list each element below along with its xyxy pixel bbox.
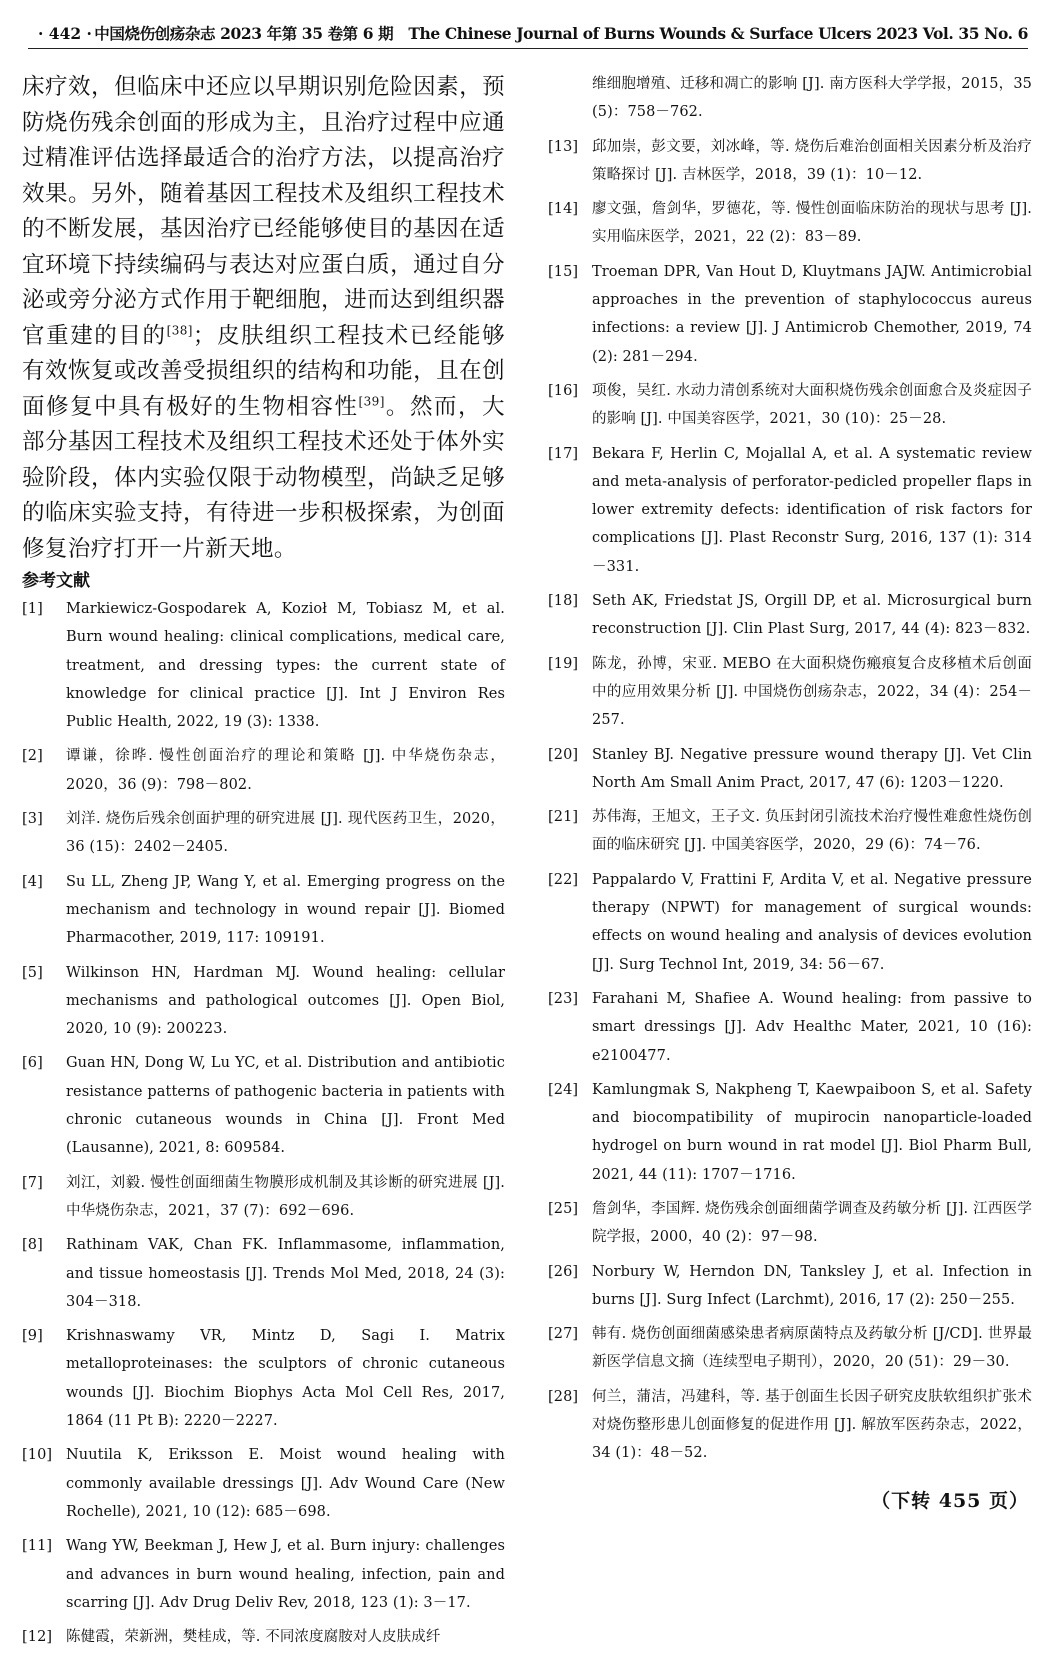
reference-text: 陈健霞，荣新洲，樊桂成，等. 不同浓度腐胺对人皮肤成纤 <box>66 1629 441 1646</box>
citation-38[interactable]: [38] <box>166 323 193 337</box>
continued-on-note: （下转 455 页） <box>871 1490 1029 1512</box>
reference-text: Stanley BJ. Negative pressure wound therapy [J]. Vet Clin North Am Small Anim Pract, 2017, 47 (6): 1203－1220. <box>592 746 1032 791</box>
reference-item <box>22 595 505 736</box>
body-text-part-1: 床疗效，但临床中还应以早期识别危险因素，预防烧伤残余创面的形成为主，且治疗过程中应通过精准评估选择最适合的治疗方法，以提高治疗效果。另外，随着基因工程技术及组织工程技术的不断发展，基因治疗已经能够使目的基因在适宜环境下持续编码与表达对应蛋白质，通过自分泌或旁分泌方式作用于靶细胞，进而达到组织器官重建的目的 <box>22 74 505 349</box>
reference-item <box>548 587 1032 644</box>
reference-number: [23] <box>548 990 579 1007</box>
reference-list-left <box>22 595 505 1651</box>
reference-text: 邱加崇，彭文要，刘冰峰，等. 烧伤后难治创面相关因素分析及治疗策略探讨 [J]. 吉林医学，2018，39 (1)：10－12. <box>592 138 1032 183</box>
reference-text: Rathinam VAK, Chan FK. Inflammasome, inflammation, and tissue homeostasis [J]. Trends Mol Med, 2018, 24 (3): 304－318. <box>66 1237 505 1310</box>
reference-number: [2] <box>22 748 43 765</box>
reference-text: 陈龙，孙博，宋亚. MEBO 在大面积烧伤瘢痕复合皮移植术后创面中的应用效果分析 [J]. 中国烧伤创疡杂志，2022，34 (4)：254－257. <box>592 655 1032 729</box>
page-header <box>28 18 1028 49</box>
reference-text: Krishnaswamy VR, Mintz D, Sagi I. Matrix metalloproteinases: the sculptors of chronic cutaneous wounds [J]. Biochim Biophys Acta Mol Cell Res, 2017, 1864 (11 Pt B): 2220－2227. <box>66 1328 505 1430</box>
reference-item <box>548 866 1032 979</box>
reference-item <box>548 1383 1032 1468</box>
reference-item <box>22 1231 505 1316</box>
reference-number: [13] <box>548 138 579 155</box>
citation-39[interactable]: [39] <box>358 394 385 408</box>
body-text-part-3: 。然而，大部分基因工程技术及组织工程技术还处于体外实验阶段，体内实验仅限于动物模型，尚缺乏足够的临床实验支持，有待进一步积极探索，为创面修复治疗打开一片新天地。 <box>22 393 505 562</box>
reference-item <box>22 1169 505 1226</box>
reference-text: 维细胞增殖、迁移和凋亡的影响 [J]. 南方医科大学学报，2015，35 (5)：758－762. <box>592 76 1032 121</box>
reference-text: Nuutila K, Eriksson E. Moist wound healing with commonly available dressings [J]. Adv Wound Care (New Rochelle), 2021, 10 (12): 685－698. <box>66 1447 505 1520</box>
reference-text: Seth AK, Friedstat JS, Orgill DP, et al. Microsurgical burn reconstruction [J]. Clin Plast Surg, 2017, 44 (4): 823－832. <box>592 593 1032 638</box>
reference-item <box>548 70 1032 127</box>
reference-item <box>548 440 1032 581</box>
reference-text: Markiewicz-Gospodarek A, Kozioł M, Tobiasz M, et al. Burn wound healing: clinical complications, medical care, treatment, and dressing types: the current state of knowledge for clinical practice [J]. Int J Environ Res Public Health, 2022, 19 (3): 1338. <box>66 601 505 731</box>
reference-item <box>548 258 1032 371</box>
reference-item <box>548 1320 1032 1377</box>
reference-item <box>22 959 505 1044</box>
reference-text: Wilkinson HN, Hardman MJ. Wound healing: cellular mechanisms and pathological outcomes [J]. Open Biol, 2020, 10 (9): 200223. <box>66 964 505 1038</box>
reference-text: 刘江，刘毅. 慢性创面细菌生物膜形成机制及其诊断的研究进展 [J]. 中华烧伤杂志，2021，37 (7)：692－696. <box>66 1174 505 1219</box>
reference-item <box>548 195 1032 252</box>
reference-number: [17] <box>548 445 579 462</box>
reference-number: [7] <box>22 1174 43 1191</box>
reference-number: [1] <box>22 601 43 617</box>
reference-text: Norbury W, Herndon DN, Tanksley J, et al. Infection in burns [J]. Surg Infect (Larchmt), 2016, 17 (2): 250－255. <box>592 1263 1032 1308</box>
reference-text: Farahani M, Shafiee A. Wound healing: from passive to smart dressings [J]. Adv Healthc Mater, 2021, 10 (16): e2100477. <box>592 990 1032 1064</box>
reference-number: [4] <box>22 873 43 890</box>
reference-item <box>22 805 505 862</box>
right-column <box>548 70 1032 1474</box>
reference-number: [15] <box>548 263 579 280</box>
reference-item <box>548 1076 1032 1189</box>
reference-number: [24] <box>548 1081 579 1098</box>
reference-text: 韩有. 烧伤创面细菌感染患者病原菌特点及药敏分析 [J/CD]. 世界最新医学信息文摘（连续型电子期刊），2020，20 (51)：29－30. <box>592 1326 1032 1371</box>
reference-number: [21] <box>548 809 579 826</box>
body-text-part-2: ；皮肤组织工程技术已经能够有效恢复或改善受损组织的结构和功能，且在创面修复中具有极好的生物相容性 <box>22 322 505 420</box>
reference-item <box>548 650 1032 735</box>
references-heading: 参考文献 <box>22 571 90 591</box>
reference-item <box>548 1258 1032 1315</box>
left-column <box>22 70 505 1657</box>
reference-number: [19] <box>548 655 579 672</box>
reference-item <box>22 868 505 953</box>
reference-number: [26] <box>548 1263 579 1280</box>
reference-item <box>548 1195 1032 1252</box>
reference-text: Su LL, Zheng JP, Wang Y, et al. Emerging progress on the mechanism and technology in wound repair [J]. Biomed Pharmacother, 2019, 117: 109191. <box>66 873 505 947</box>
reference-item <box>22 742 505 799</box>
reference-item <box>548 985 1032 1070</box>
reference-number: [27] <box>548 1326 579 1343</box>
reference-text: 项俊，吴红. 水动力清创系统对大面积烧伤残余创面愈合及炎症因子的影响 [J]. 中国美容医学，2021，30 (10)：25－28. <box>592 382 1032 428</box>
reference-item <box>22 1623 505 1651</box>
journal-running-title: 中国烧伤创疡杂志 2023 年第 35 卷第 6 期 The Chinese Journal of Burns Wounds & Surface Ulcers 2023 Vol. 35 No. 6 <box>94 24 1028 43</box>
reference-text: Guan HN, Dong W, Lu YC, et al. Distribution and antibiotic resistance patterns of pathogenic bacteria in patients with chronic cutaneous wounds in China [J]. Front Med (Lausanne), 2021, 8: 609584. <box>66 1055 505 1157</box>
reference-text: 何兰，蒲洁，冯建科，等. 基于创面生长因子研究皮肤软组织扩张术对烧伤整形患儿创面修复的促进作用 [J]. 解放军医药杂志，2022，34 (1)：48－52. <box>592 1388 1032 1462</box>
reference-number: [8] <box>22 1237 43 1254</box>
reference-text: Pappalardo V, Frattini F, Ardita V, et al. Negative pressure therapy (NPWT) for management of surgical wounds: effects on wound healing and analysis of devices evolution [J]. Surg Technol Int, 2019, 34: 56－67. <box>592 871 1032 973</box>
reference-number: [16] <box>548 382 579 399</box>
reference-text: Kamlungmak S, Nakpheng T, Kaewpaiboon S, et al. Safety and biocompatibility of mupirocin nanoparticle-loaded hydrogel on burn wound in rat model [J]. Biol Pharm Bull, 2021, 44 (11): 1707－1716. <box>592 1081 1032 1183</box>
reference-text: 苏伟海，王旭文，王子文. 负压封闭引流技术治疗慢性难愈性烧伤创面的临床研究 [J]. 中国美容医学，2020，29 (6)：74－76. <box>592 809 1032 854</box>
reference-number: [9] <box>22 1328 43 1345</box>
reference-number: [25] <box>548 1200 579 1217</box>
reference-text: 廖文强，詹剑华，罗德花，等. 慢性创面临床防治的现状与思考 [J]. 实用临床医学，2021，22 (2)：83－89. <box>592 201 1032 246</box>
reference-number: [14] <box>548 201 579 218</box>
reference-number: [28] <box>548 1388 579 1405</box>
reference-item <box>548 741 1032 798</box>
reference-number: [5] <box>22 964 43 981</box>
reference-number: [11] <box>22 1538 53 1555</box>
body-paragraph <box>22 70 505 567</box>
reference-number: [18] <box>548 593 579 610</box>
reference-number: [12] <box>22 1629 53 1646</box>
reference-text: Wang YW, Beekman J, Hew J, et al. Burn injury: challenges and advances in burn wound healing, infection, pain and scarring [J]. Adv Drug Deliv Rev, 2018, 123 (1): 3－17. <box>66 1538 505 1611</box>
reference-item <box>548 803 1032 860</box>
reference-item <box>22 1532 505 1617</box>
reference-number: [10] <box>22 1447 53 1464</box>
reference-item <box>22 1049 505 1162</box>
reference-item <box>548 133 1032 190</box>
reference-list-right <box>548 70 1032 1468</box>
reference-text: 刘洋. 烧伤后残余创面护理的研究进展 [J]. 现代医药卫生，2020，36 (15)：2402－2405. <box>66 811 505 856</box>
reference-item <box>548 377 1032 434</box>
reference-number: [20] <box>548 746 579 763</box>
reference-number: [3] <box>22 811 43 828</box>
reference-item <box>22 1322 505 1435</box>
reference-text: 谭谦，徐晔. 慢性创面治疗的理论和策略 [J]. 中华烧伤杂志，2020，36 (9)：798－802. <box>66 748 505 793</box>
reference-text: Bekara F, Herlin C, Mojallal A, et al. A systematic review and meta-analysis of perforator-pedicled propeller flaps in lower extremity defects: identification of risk factors for complications [J]. Plast Reconstr Surg, 2016, 137 (1): 314－331. <box>592 445 1032 575</box>
reference-text: Troeman DPR, Van Hout D, Kluytmans JAJW. Antimicrobial approaches in the prevention of staphylococcus aureus infections: a review [J]. J Antimicrob Chemother, 2019, 74 (2): 281－294. <box>592 263 1032 365</box>
page-number: · 442 · <box>38 24 92 43</box>
reference-number: [6] <box>22 1055 43 1072</box>
reference-text: 詹剑华，李国辉. 烧伤残余创面细菌学调查及药敏分析 [J]. 江西医学院学报，2000，40 (2)：97－98. <box>592 1200 1032 1246</box>
reference-number: [22] <box>548 871 579 888</box>
reference-item <box>22 1441 505 1526</box>
